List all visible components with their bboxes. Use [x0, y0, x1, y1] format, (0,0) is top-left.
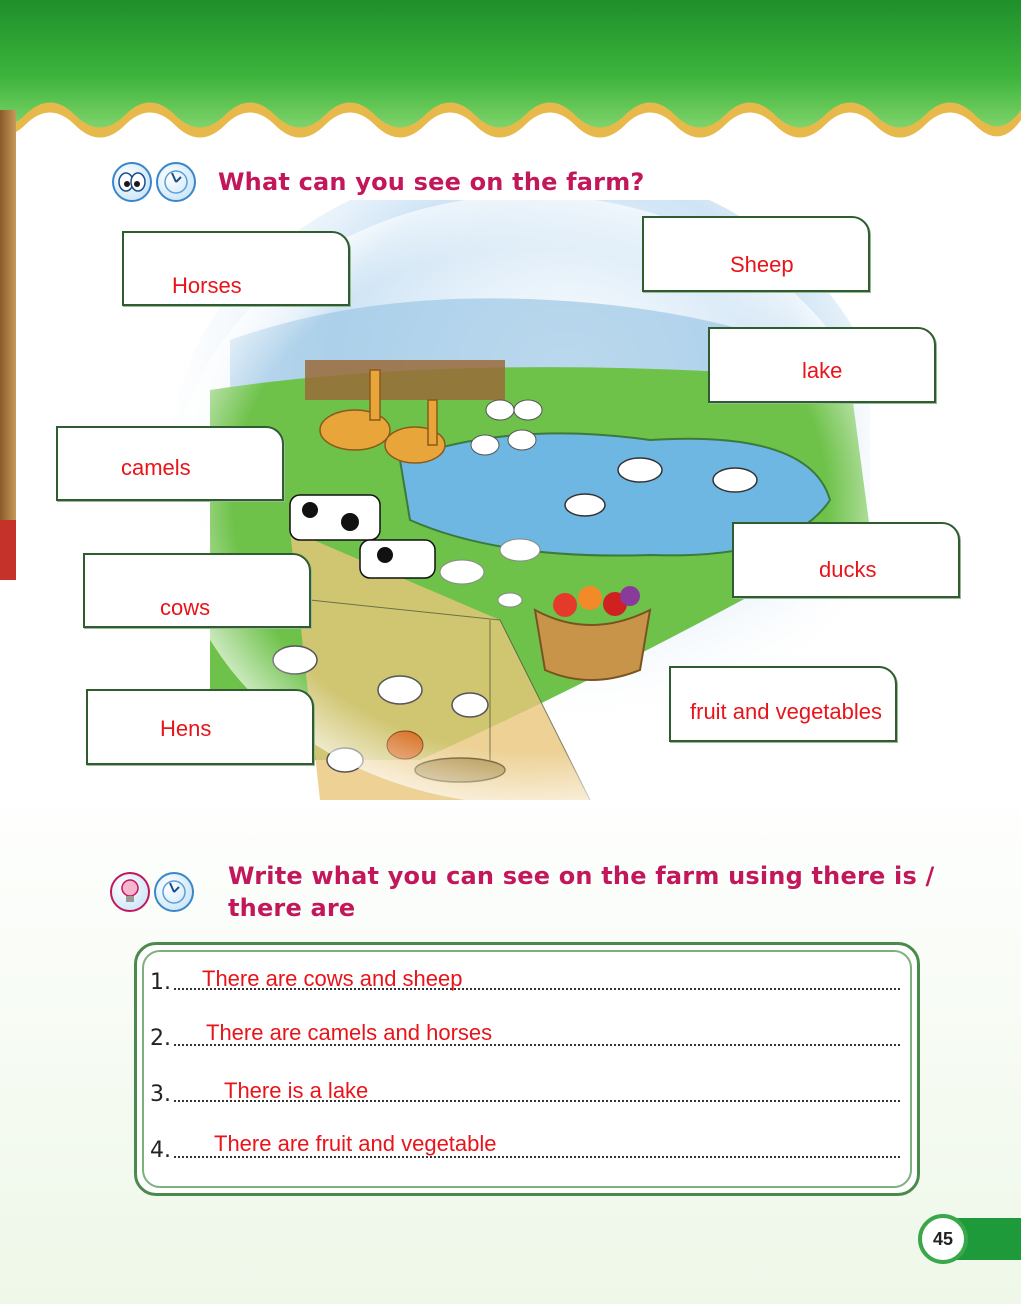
answer-number: 2.: [150, 1026, 171, 1051]
label-lake: [708, 327, 936, 403]
header-banner: [0, 0, 1021, 160]
clock-icon: [154, 872, 194, 912]
section1-title: What can you see on the farm?: [218, 168, 645, 196]
label-fruit-vegetables-text: fruit and vegetables: [690, 699, 883, 724]
clock-icon: [156, 162, 196, 202]
label-hens-text: Hens: [160, 716, 212, 741]
section2-title-line1: Write what you can see on the farm using there is /: [228, 862, 935, 890]
eyes-icon: [112, 162, 152, 202]
label-camels: [56, 426, 284, 501]
section2-icons: [110, 872, 194, 912]
answer-number: 3.: [150, 1082, 171, 1107]
label-horses-text: Horses: [172, 273, 242, 298]
label-ducks: [732, 522, 960, 598]
left-edge-illustration: [0, 110, 16, 540]
label-lake-text: lake: [802, 358, 843, 383]
answer-text: There are fruit and vegetable: [214, 1131, 497, 1156]
answer-text: There are cows and sheep: [202, 966, 463, 991]
label-fruit-vegetables: [669, 666, 897, 742]
section2-title-line2: there are: [228, 894, 356, 922]
label-hens: [86, 689, 314, 765]
label-sheep: [642, 216, 870, 292]
answer-text: There are camels and horses: [206, 1020, 493, 1045]
label-horses: [122, 231, 350, 306]
answer-number: 4.: [150, 1138, 171, 1163]
section1-icons: [112, 162, 196, 202]
label-cows: [83, 553, 311, 628]
label-sheep-text: Sheep: [730, 252, 794, 277]
label-camels-text: camels: [121, 455, 191, 480]
page-number: 45: [918, 1214, 968, 1264]
lightbulb-icon: [110, 872, 150, 912]
answer-text: There is a lake: [224, 1078, 369, 1103]
label-ducks-text: ducks: [819, 557, 877, 582]
answer-number: 1.: [150, 970, 171, 995]
label-cows-text: cows: [160, 595, 211, 620]
